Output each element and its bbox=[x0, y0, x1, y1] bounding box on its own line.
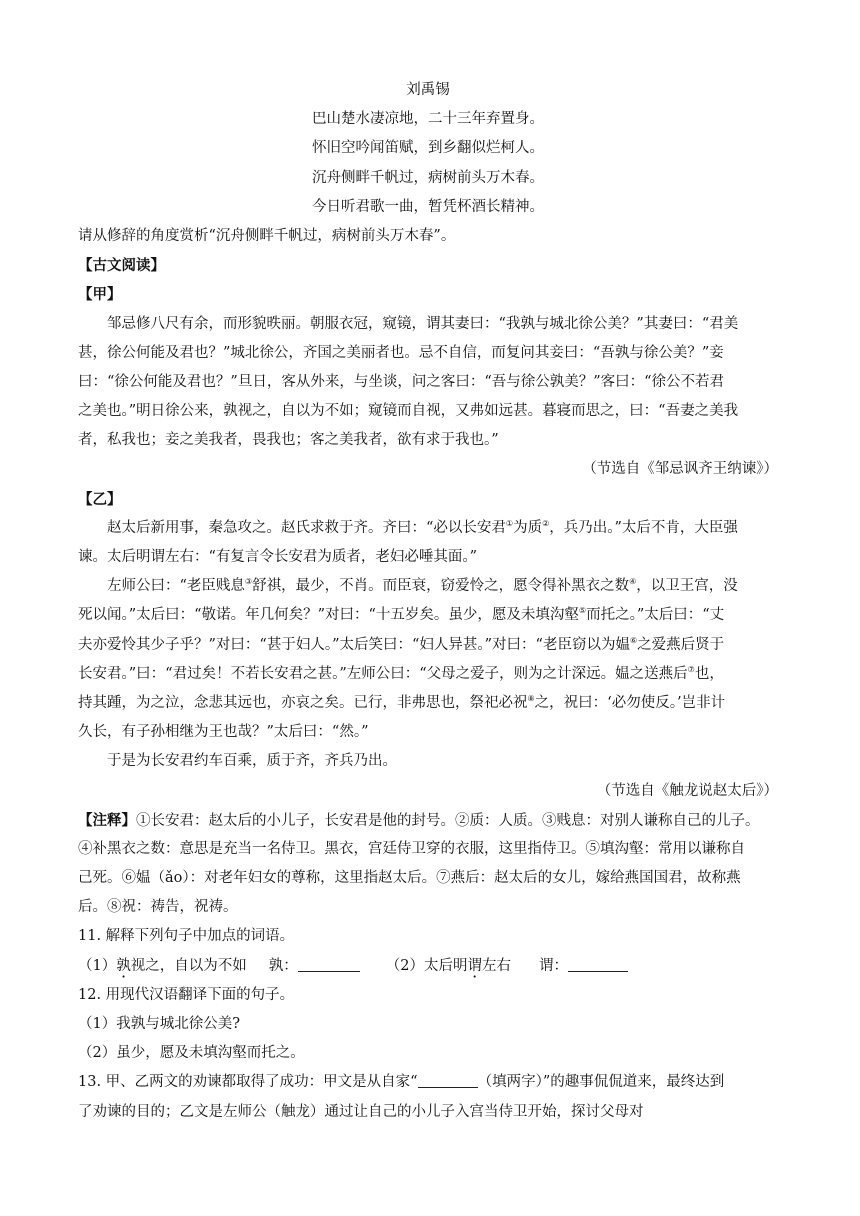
passage-yi-line: 赵太后新用事，秦急攻之。赵氏求救于齐。齐曰：“必以长安君①为质②，兵乃出。”太后不肯，大臣强 bbox=[107, 518, 738, 536]
passage-jia-line: 甚，徐公何能及君也？”城北徐公，齐国之美丽者也。忌不自信，而复问其妾曰：“吾孰与徐公美？”妾 bbox=[78, 344, 724, 361]
notes-line: 己死。⑥媪（ǎo）：对老年妇女的尊称，这里指赵太后。⑦燕后：赵太后的女儿，嫁给燕国国君，故称燕 bbox=[78, 870, 741, 887]
footnote-mark: ⑦ bbox=[687, 664, 695, 674]
passage-jia-source: （节选自《邹忌讽齐王纳谏》） bbox=[582, 461, 778, 478]
notes-line: 后。⑧祝：祷告，祝祷。 bbox=[78, 899, 238, 916]
passage-jia-label: 【甲】 bbox=[78, 286, 122, 304]
question-11-items: （1）孰视之，自以为不如 孰： （2）太后明谓左右 谓： bbox=[78, 952, 778, 981]
poem-author: 刘禹锡 bbox=[406, 82, 450, 98]
footnote-mark: ① bbox=[505, 518, 514, 528]
passage-jia-line: 者，私我也；妾之美我者，畏我也；客之美我者，欲有求于我也。” bbox=[78, 432, 499, 449]
notes-line: 【注释】①长安君：赵太后的小儿子，长安君是他的封号。②质：人质。③贱息：对别人谦称自己的儿子。 bbox=[78, 811, 760, 829]
question-11: 11. 解释下列句子中加点的词语。 bbox=[78, 928, 295, 945]
poem-line: 今日听君歌一曲，暂凭杯酒长精神。 bbox=[312, 198, 544, 215]
footnote-mark: ⑤ bbox=[578, 606, 587, 616]
notes-line: ④补黑衣之数：意思是充当一名侍卫。黑衣，宫廷侍卫穿的衣服，这里指侍卫。⑤填沟壑：常用以谦称自 bbox=[78, 840, 745, 857]
notes-label: 【注释】 bbox=[78, 811, 136, 829]
passage-yi-line: 左师公曰：“老臣贱息③舒祺，最少，不肖。而臣衰，窃爱怜之，愿令得补黑衣之数④，以卫王宫，没 bbox=[107, 577, 738, 595]
footnote-mark: ③ bbox=[244, 577, 253, 587]
answer-blank[interactable] bbox=[298, 957, 360, 972]
question-13: 13. 甲、乙两文的劝谏都取得了成功：甲文是从自家“ （填两字）”的趣事侃侃道来，最终达到 bbox=[78, 1074, 725, 1091]
passage-yi-line: 于是为长安君约车百乘，质于齐，齐兵乃出。 bbox=[107, 753, 397, 770]
passage-jia-line: 之美也。”明日徐公来，孰视之，自以为不如；窥镜而自视，又弗如远甚。暮寝而思之，曰：“吾妻之美我 bbox=[78, 403, 739, 420]
passage-yi-line: 夫亦爱怜其少子乎？”对曰：“甚于妇人。”太后笑曰：“妇人异甚。”对曰：“老臣窃以为媪⑥之爱燕后贤于 bbox=[78, 635, 725, 653]
question-12-item: （1）我孰与城北徐公美? bbox=[78, 1016, 240, 1032]
document-page bbox=[78, 76, 778, 1127]
dotted-word: 谓 bbox=[467, 957, 482, 974]
dotted-word: 孰 bbox=[116, 957, 131, 974]
poem-line: 巴山楚水凄凉地，二十三年弃置身。 bbox=[312, 111, 544, 128]
answer-blank[interactable] bbox=[418, 1073, 478, 1088]
passage-jia-line: 曰：“徐公何能及君也？”旦日，客从外来，与坐谈，问之客曰：“吾与徐公孰美？”客曰：“徐公不若君 bbox=[78, 373, 725, 390]
passage-yi-source: （节选自《触龙说赵太后》） bbox=[596, 782, 778, 799]
footnote-mark: ⑧ bbox=[527, 694, 535, 704]
section-title: 【古文阅读】 bbox=[78, 257, 165, 275]
passage-yi-line: 持其踵，为之泣，念悲其远也，亦哀之矣。已行，非弗思也，祭祀必祝⑧之，祝曰：‘必勿使反。’岂非计 bbox=[78, 694, 726, 711]
question-13-line: 了劝谏的目的；乙文是左师公（触龙）通过让自己的小儿子入宫当侍卫开始，探讨父母对 bbox=[78, 1103, 644, 1120]
poem-question: 请从修辞的角度赏析“沉舟侧畔千帆过，病树前头万木春”。 bbox=[78, 227, 456, 244]
poem-line: 怀旧空吟闻笛赋，到乡翻似烂柯人。 bbox=[312, 140, 544, 157]
footnote-mark: ② bbox=[542, 518, 550, 528]
poem-line: 沉舟侧畔千帆过，病树前头万木春。 bbox=[312, 169, 544, 186]
passage-yi-line: 久长，有子孙相继为王也哉？”太后曰：“然。” bbox=[78, 724, 369, 741]
answer-blank[interactable] bbox=[568, 957, 628, 972]
passage-yi-line: 长安君。”曰：“君过矣！不若长安君之甚。”左师公曰：“父母之爱子，则为之计深远。媪之送燕后⑦也， bbox=[78, 664, 724, 682]
footnote-mark: ④ bbox=[629, 577, 637, 587]
passage-yi-line: 谏。太后明谓左右：“有复言令长安君为质者，老妇必唾其面。” bbox=[78, 549, 478, 565]
question-12-item: （2）虽少，愿及未填沟壑而托之。 bbox=[78, 1045, 305, 1062]
passage-yi-label: 【乙】 bbox=[78, 490, 122, 508]
question-12: 12. 用现代汉语翻译下面的句子。 bbox=[78, 986, 295, 1003]
passage-jia-line: 邹忌修八尺有余，而形貌昳丽。朝服衣冠，窥镜，谓其妻曰：“我孰与城北徐公美？”其妻曰：“君美 bbox=[107, 315, 739, 332]
footnote-mark: ⑥ bbox=[629, 635, 638, 645]
passage-yi-line: 死以闻。”太后曰：“敬诺。年几何矣？”对曰：“十五岁矣。虽少，愿及未填沟壑⑤而托之。”太后曰：“丈 bbox=[78, 606, 725, 624]
